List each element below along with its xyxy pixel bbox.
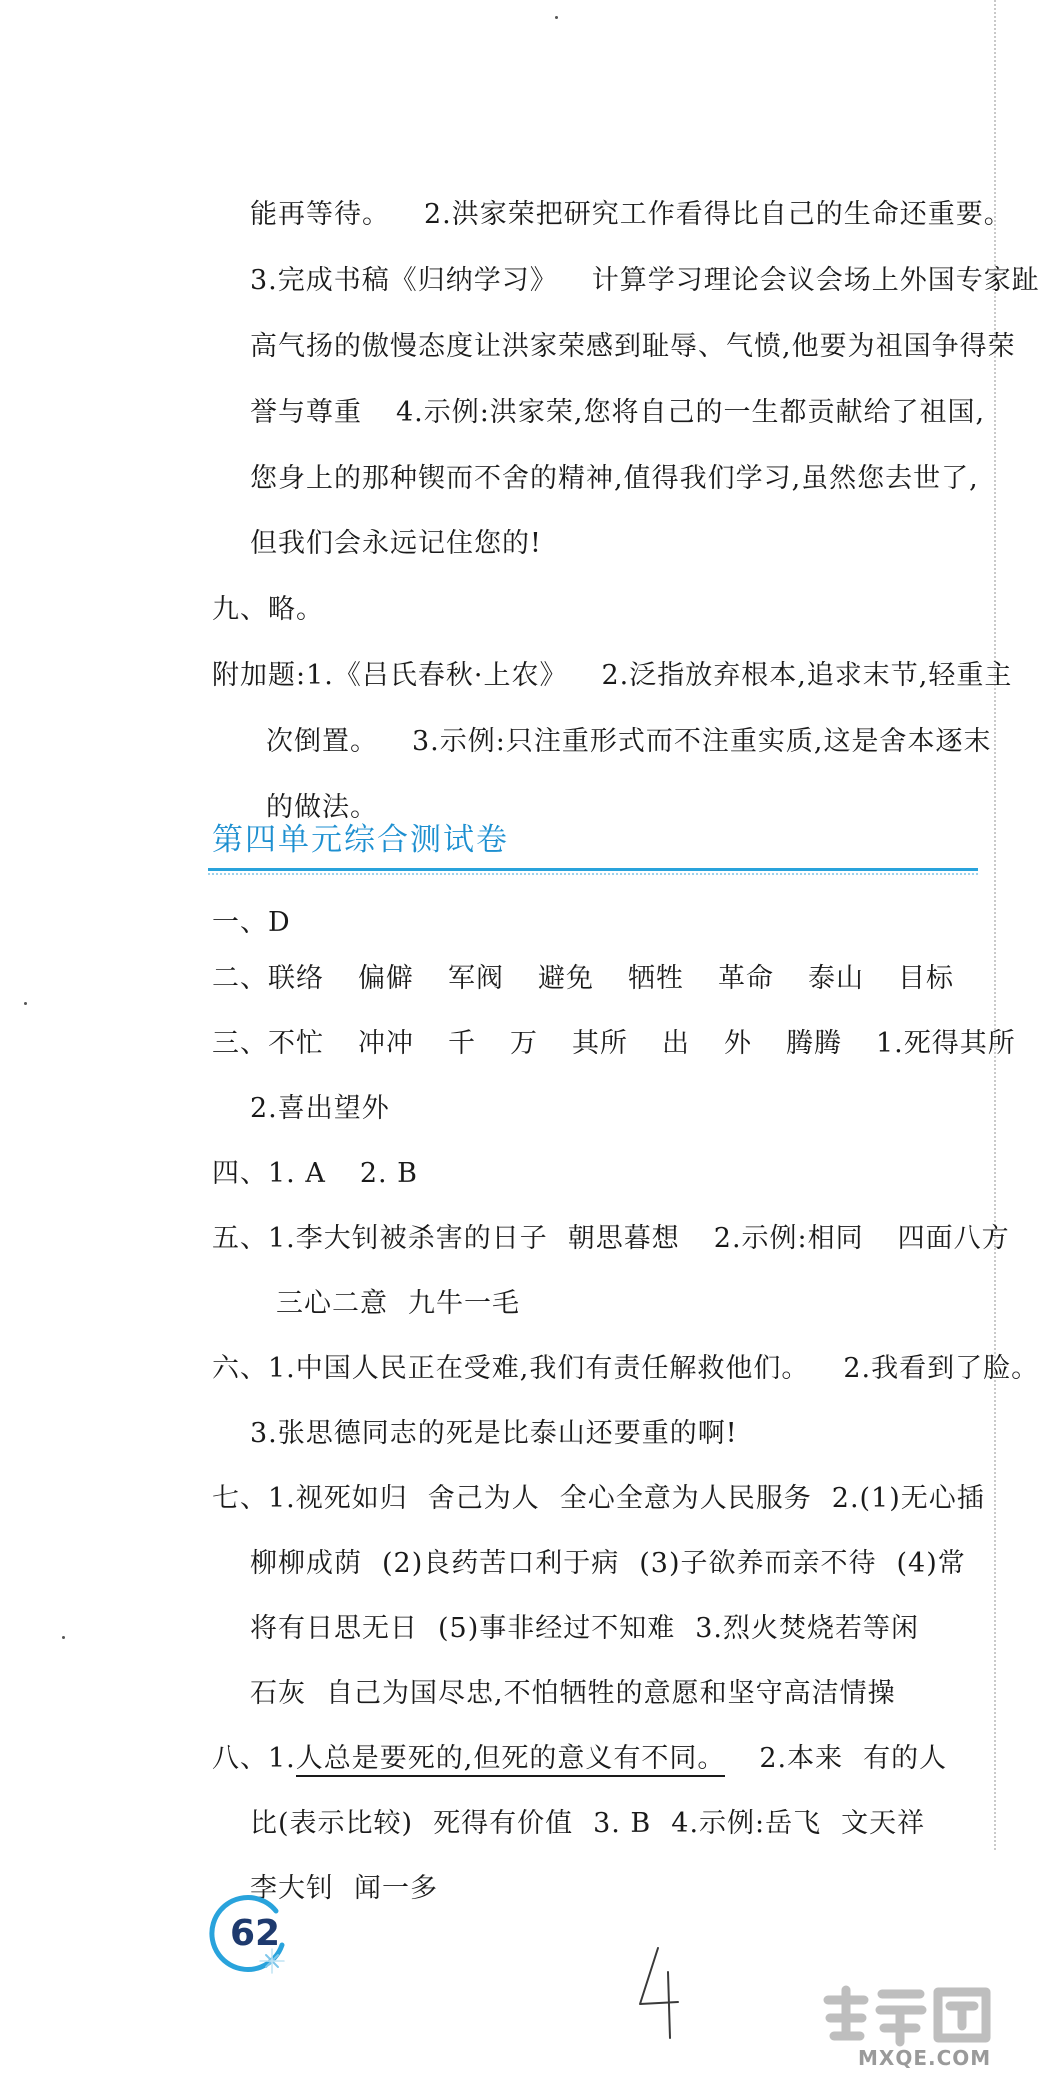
answer-text: 3.示例:只注重形式而不注重实质,这是舍本逐末 [412, 726, 992, 757]
answer-text: 八、1. [212, 1743, 296, 1774]
speck-mark [24, 1002, 27, 1005]
answer-text: 能再等待。 [250, 199, 390, 230]
answer-line [250, 462, 979, 496]
answer-text: 将有日思无日 [250, 1613, 418, 1644]
answer-line [250, 1417, 738, 1451]
answer-line [276, 1287, 520, 1321]
answer-line [212, 1157, 418, 1191]
answer-text: 六、1.中国人民正在受难,我们有责任解救他们。 [212, 1353, 810, 1384]
answer-text: 三心二意 [276, 1288, 388, 1319]
answer-line [266, 725, 991, 759]
answer-text: 万 [510, 1028, 538, 1059]
answer-text: 偏僻 [358, 963, 414, 994]
answer-line [250, 1612, 919, 1646]
answer-line [250, 527, 542, 561]
answer-text: 千 [448, 1028, 476, 1059]
answer-text: 避免 [538, 963, 594, 994]
answer-text: 但我们会永远记住您的! [250, 528, 542, 559]
answer-text: 其所 [572, 1028, 628, 1059]
answer-line [250, 1677, 896, 1711]
answer-text: 3.烈火焚烧若等闲 [695, 1613, 920, 1644]
answer-text: 九牛一毛 [408, 1288, 520, 1319]
answer-text: 柳柳成荫 [250, 1548, 362, 1579]
answer-line [212, 1027, 1016, 1061]
answer-text: 2.洪家荣把研究工作看得比自己的生命还重要。 [424, 199, 1012, 230]
answer-text: 次倒置。 [266, 726, 378, 757]
answer-text: 高气扬的傲慢态度让洪家荣感到耻辱、气愤,他要为祖国争得荣 [250, 331, 1016, 362]
answer-text: 一、D [212, 907, 291, 938]
answer-line [212, 1742, 947, 1776]
answer-text: 三、不忙 [212, 1028, 324, 1059]
answer-text: 自己为国尽忠,不怕牺牲的意愿和坚守高洁情操 [326, 1678, 896, 1709]
answer-text: 腾腾 [786, 1028, 842, 1059]
answer-text: (2)良药苦口利于病 [382, 1548, 620, 1579]
answer-text: 计算学习理论会议会场上外国专家趾 [591, 265, 1040, 296]
page-number: 62 [230, 1913, 281, 1954]
answer-line [250, 198, 1012, 232]
answer-text: 四、1. A [212, 1158, 326, 1189]
answer-text: 4.示例:洪家荣,您将自己的一生都贡献给了祖国, [396, 397, 986, 428]
section-title-dotted-rule [208, 873, 978, 875]
answer-text: 全心全意为人民服务 [559, 1483, 812, 1514]
answer-line [212, 962, 954, 996]
speck-mark [555, 16, 558, 19]
answer-text: (4)常 [896, 1548, 966, 1579]
answer-text: 外 [724, 1028, 752, 1059]
answer-text: 2.本来 [759, 1743, 844, 1774]
answer-text: 军阀 [448, 963, 504, 994]
answer-text: 冲冲 [358, 1028, 414, 1059]
answer-line [212, 906, 291, 940]
answer-text: 四面八方 [897, 1223, 1010, 1254]
answer-text: 石灰 [250, 1678, 306, 1709]
answer-text: 2.我看到了脸。 [843, 1353, 1040, 1384]
answer-text: 九、略。 [212, 594, 324, 625]
answer-text: 3.张思德同志的死是比泰山还要重的啊! [250, 1418, 738, 1449]
answer-text: 3. B [593, 1808, 652, 1839]
watermark-text: MXQE.COM [858, 2046, 992, 2070]
answer-text: 五、1.李大钊被杀害的日子 [212, 1223, 548, 1254]
section-title: 第四单元综合测试卷 [212, 822, 509, 858]
answer-text: 牺牲 [628, 963, 684, 994]
answer-text: (3)子欲养而亲不待 [639, 1548, 877, 1579]
answer-line [250, 396, 985, 430]
answer-text: 目标 [898, 963, 954, 994]
handwritten-mark-icon [632, 1942, 692, 2042]
answer-text: 舍己为人 [427, 1483, 540, 1514]
answer-text: (5)事非经过不知难 [438, 1613, 676, 1644]
answer-text: 3.完成书稿《归纳学习》 [250, 265, 558, 296]
answer-line [212, 659, 1012, 693]
answer-text: 附加题:1.《吕氏春秋·上农》 [212, 660, 568, 691]
answer-text: 2.示例:相同 [713, 1223, 864, 1254]
answer-text: 2.喜出望外 [250, 1093, 390, 1124]
answer-text: 出 [662, 1028, 690, 1059]
answer-text: 誉与尊重 [250, 397, 362, 428]
answer-line [250, 1092, 390, 1126]
answer-line [212, 593, 324, 627]
answer-text: 的做法。 [266, 792, 378, 823]
answer-text: 七、1.视死如归 [212, 1483, 408, 1514]
answer-text: 文天祥 [841, 1808, 926, 1839]
answer-text: 朝思暮想 [567, 1223, 680, 1254]
underlined-answer: 人总是要死的,但死的意义有不同。 [296, 1743, 726, 1777]
answer-text: 2.泛指放弃根本,追求末节,轻重主 [601, 660, 1013, 691]
answer-text: 您身上的那种锲而不舍的精神,值得我们学习,虽然您去世了, [250, 463, 979, 494]
answer-line [212, 1352, 1039, 1386]
answer-text: 4.示例:岳飞 [671, 1808, 822, 1839]
answer-text: 比(表示比较) [250, 1808, 414, 1839]
answer-text: 泰山 [808, 963, 864, 994]
answer-line [212, 1222, 1010, 1256]
answer-line [250, 1807, 925, 1841]
answer-text: 二、联络 [212, 963, 324, 994]
answer-text: 2. B [359, 1158, 419, 1189]
answer-text: 有的人 [863, 1743, 948, 1774]
answer-text: 革命 [718, 963, 774, 994]
answer-line [250, 264, 1040, 298]
answer-text: 2.(1)无心插 [831, 1483, 985, 1514]
answer-text: 闻一多 [354, 1873, 438, 1904]
answer-text: 死得有价值 [433, 1808, 574, 1839]
answer-text: 1.死得其所 [876, 1028, 1016, 1059]
answer-line [212, 1482, 985, 1516]
answer-line [250, 1547, 966, 1581]
speck-mark [62, 1636, 65, 1639]
answer-line [250, 330, 1016, 364]
answer-text: 李大钊 [250, 1873, 334, 1904]
section-title-rule [208, 868, 978, 871]
